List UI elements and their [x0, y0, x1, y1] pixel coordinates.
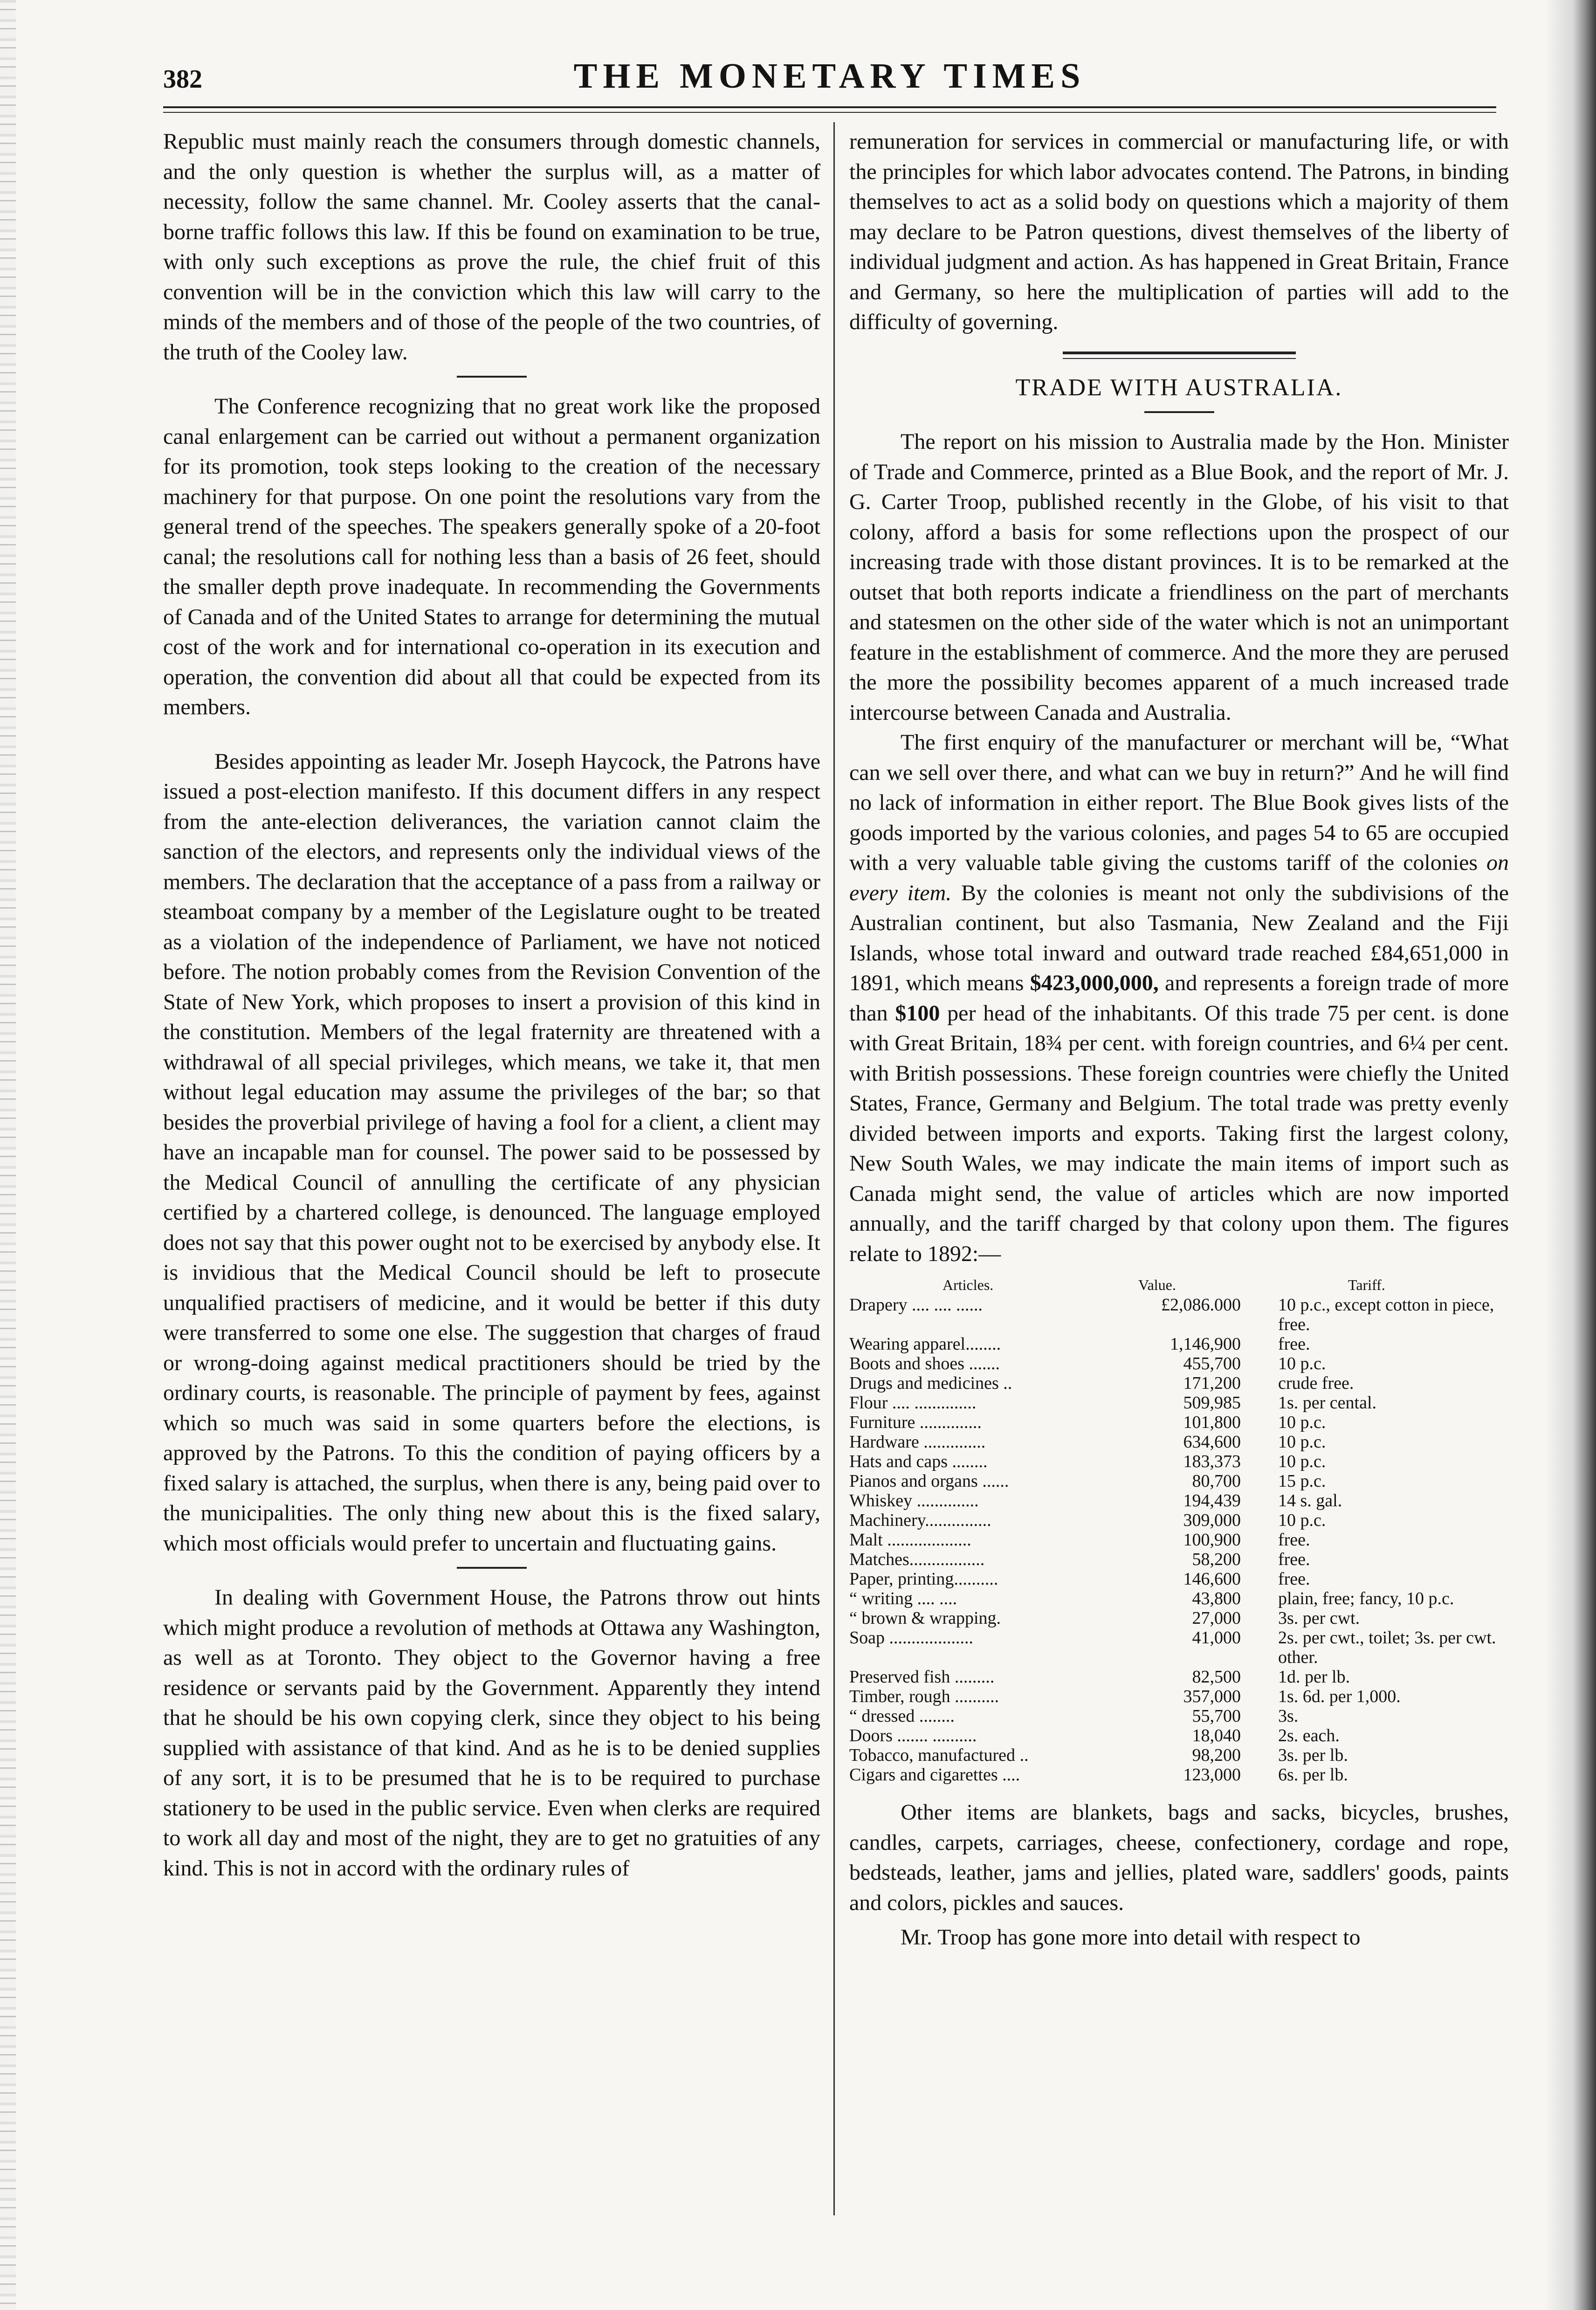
cell-tariff: 14 s. gal.: [1278, 1491, 1342, 1510]
cell-tariff: free.: [1278, 1550, 1310, 1569]
paragraph-first-enquiry: [849, 728, 1509, 1269]
table-body: [849, 1295, 1509, 1785]
cell-value: 55,700: [1192, 1706, 1241, 1726]
cell-value: 123,000: [1183, 1765, 1241, 1785]
cell-tariff: plain, free; fancy, 10 p.c.: [1278, 1589, 1454, 1608]
cell-tariff: free.: [1278, 1530, 1310, 1550]
cell-article: “ dressed ........: [849, 1706, 955, 1726]
enquiry-text-c: and represents a foreign trade of more than: [849, 971, 1509, 1026]
cell-tariff: 3s.: [1278, 1706, 1299, 1726]
enquiry-italic: on every item.: [849, 850, 1509, 905]
paragraph-conference: The Conference recognizing that no great work like the proposed canal enlargement can be carried out without a permanent organization for its promotion, took steps looking to the creation of the necessary machinery for that purpose. On one point the resolutions vary from the general trend of the speeches. The speakers generally spoke of a 20-foot canal; the resolutions call for nothing less than a basis of 26 feet, should the smaller depth prove inadequate. In recommending the Governments of Canada and of the United States to arrange for determining the mutual cost of the work and for international co-operation in its execution and operation, the convention did about all that could be expected from its members.: [163, 394, 820, 719]
table-row: [849, 1334, 1509, 1354]
cell-article: Boots and shoes .......: [849, 1354, 1000, 1373]
table-row: [849, 1667, 1509, 1687]
cell-tariff: 10 p.c., except cotton in piece, free.: [1278, 1295, 1494, 1334]
cell-tariff: 1s. 6d. per 1,000.: [1278, 1687, 1401, 1706]
page-number: 382: [163, 65, 202, 94]
paragraph-government-house: In dealing with Government House, the Patrons throw out hints which might produce a revolution of methods at Ottawa any Washington, as well as at Toronto. They object to the Governor having a free residence or servants paid by the Government. Apparently they intend that he should be his own copying clerk, since they object to his being supplied with assistance of that kind. And as he is to be denied supplies of any sort, it is to be presumed that he is to be required to purchase stationery to be used in the public service. Even when clerks are required to work all day and most of the night, they are to get no gratuities of any kind. This is not in accord with the ordinary rules of: [163, 1585, 820, 1881]
cell-article: Wearing apparel........: [849, 1334, 1001, 1354]
table-row: [849, 1745, 1509, 1765]
table-row: [849, 1726, 1509, 1745]
cell-value: 43,800: [1192, 1589, 1241, 1608]
cell-value: 634,600: [1183, 1432, 1241, 1452]
cell-value: 101,800: [1183, 1413, 1241, 1432]
cell-tariff: 3s. per lb.: [1278, 1745, 1348, 1765]
page-header: [163, 56, 1496, 112]
cell-value: 146,600: [1183, 1569, 1241, 1589]
cell-article: Tobacco, manufactured ..: [849, 1745, 1029, 1765]
cell-value: 183,373: [1183, 1452, 1241, 1471]
section-separator: [457, 1567, 527, 1569]
cell-tariff: 6s. per lb.: [1278, 1765, 1348, 1785]
left-column: [163, 127, 820, 1883]
cell-article: Drugs and medicines ..: [849, 1373, 1012, 1393]
scan-edge-left: [0, 0, 16, 2310]
cell-tariff: 10 p.c.: [1278, 1413, 1326, 1432]
table-row: [849, 1628, 1509, 1667]
table-row: [849, 1550, 1509, 1569]
cell-value: 357,000: [1183, 1687, 1241, 1706]
cell-tariff: free.: [1278, 1334, 1310, 1354]
cell-value: 80,700: [1192, 1471, 1241, 1491]
cell-article: Paper, printing..........: [849, 1569, 998, 1589]
cell-tariff: 10 p.c.: [1278, 1452, 1326, 1471]
table-row: [849, 1530, 1509, 1550]
header-articles: Articles.: [942, 1276, 994, 1293]
cell-article: Soap ...................: [849, 1628, 973, 1648]
cell-article: Drapery .... .... ......: [849, 1295, 983, 1315]
cell-value: 100,900: [1183, 1530, 1241, 1550]
cell-tariff: 3s. per cwt.: [1278, 1608, 1360, 1628]
enquiry-text-a: The first enquiry of the manufacturer or merchant will be, “What can we sell over there, and what can we buy in return?” And he will find no lack of information in either report. The Blue Book gives lists of the goods imported by the various colonies, and pages 54 to 65 are occupied with a very valuable table giving the customs tariff of the colonies: [849, 730, 1509, 875]
cell-value: 18,040: [1192, 1726, 1241, 1745]
cell-value: 194,439: [1183, 1491, 1241, 1510]
title-rule: [1144, 411, 1214, 413]
paragraph-other-items: Other items are blankets, bags and sacks, bicycles, brushes, candles, carpets, carriages, cheese, confectionery, cordage and rope, bedsteads, leather, jams and jellies, plated ware, saddlers' goods, paints and colors, pickles and sauces.: [849, 1800, 1509, 1915]
paragraph-troop: Mr. Troop has gone more into detail with respect to: [901, 1925, 1361, 1950]
cell-article: Matches.................: [849, 1550, 985, 1569]
cell-value: 455,700: [1183, 1354, 1241, 1373]
cell-tariff: free.: [1278, 1569, 1310, 1589]
cell-article: Timber, rough ..........: [849, 1687, 999, 1706]
article-title: TRADE WITH AUSTRALIA.: [1015, 374, 1343, 401]
section-separator: [457, 376, 527, 378]
import-tariff-table: [849, 1275, 1509, 1785]
paragraph-patrons-manifesto: Besides appointing as leader Mr. Joseph Haycock, the Patrons have issued a post-election manifesto. If this document differs in any respect from the ante-election deliverances, the variation cannot claim the sanction of the electors, and represents only the individual views of the members. The declaration that the acceptance of a pass from a railway or steamboat company by a member of the Legislature ought to be treated as a violation of the independence of Parliament, we have not noticed before. The notion probably comes from the Revision Convention of the State of New York, which proposes to insert a provision of this kind in the constitution. Members of the legal fraternity are threatened with a withdrawal of all special privileges, which means, we take it, that men without legal education may assume the privileges of the bar; so that besides the proverbial privilege of having a fool for a client, a client may have an incapable man for counsel. The power said to be possessed by the Medical Council of annulling the certificate of any physician certified by a chartered college, is denounced. The language employed does not say that this power ought not to be exercised by anybody else. It is invidious that the Medical Council should be left to prosecute unqualified practisers of medicine, and it would be better if this duty were transferred to some one else. The suggestion that charges of fraud or wrong-doing against medical practitioners should be tried by the ordinary courts, is reasonable. The principle of payment by fees, against which so much was said in some quarters before the elections, is approved by the Patrons. To this the condition of paying officers by a fixed salary is attached, the surplus, when there is any, being paid over to the municipalities. The only thing new about this is the fixed salary, which most officials would prefer to uncertain and fluctuating gains.: [163, 749, 820, 1556]
table-row: [849, 1569, 1509, 1589]
cell-value: 309,000: [1183, 1510, 1241, 1530]
paragraph-remuneration: remuneration for services in commercial or manufacturing life, or with the principles for which labor advocates contend. The Patrons, in binding themselves to act as a solid body on questions which a majority of them may declare to be Patron questions, divest themselves of the liberty of individual judgment and action. As has happened in Great Britain, France and Germany, so here the multiplication of parties will add to the difficulty of governing.: [849, 129, 1509, 334]
table-row: [849, 1373, 1509, 1393]
enquiry-text-d: per head of the inhabitants. Of this trade 75 per cent. is done with Great Britain, 18¾ per cent. with foreign countries, and 6¼ per cent. with British possessions. These foreign countries were chiefly the United States, France, Germany and Belgium. The total trade was pretty evenly divided between imports and exports. Taking first the largest colony, New South Wales, we may indicate the main items of import such as Canada might send, the value of articles which are now imported annually, and the tariff charged by that colony upon them. The figures relate to 1892:—: [849, 1000, 1509, 1266]
table-row: [849, 1687, 1509, 1706]
cell-tariff: crude free.: [1278, 1373, 1354, 1393]
cell-value: 58,200: [1192, 1550, 1241, 1569]
table-row: [849, 1413, 1509, 1432]
cell-article: Whiskey ..............: [849, 1491, 979, 1510]
enquiry-bold-total: $423,000,000,: [1030, 971, 1159, 995]
scan-edge-right: [1545, 0, 1596, 2310]
cell-tariff: 1s. per cental.: [1278, 1393, 1377, 1413]
cell-article: Cigars and cigarettes ....: [849, 1765, 1020, 1785]
column-divider: [833, 122, 835, 2215]
table-row: [849, 1354, 1509, 1373]
cell-value: £2,086.000: [1161, 1295, 1241, 1315]
paragraph-canal-law: Republic must mainly reach the consumers through domestic channels, and the only question is whether the surplus will, as a matter of necessity, follow the same channel. Mr. Cooley asserts that the canal-borne traffic follows this law. If this be found on examination to be true, with only such exceptions as prove the rule, the chief fruit of this convention will be in the conviction which this law will carry to the minds of the members and of those of the people of the two countries, of the truth of the Cooley law.: [163, 129, 820, 365]
header-value: Value.: [1138, 1276, 1176, 1293]
table-row: [849, 1706, 1509, 1726]
header-tariff: Tariff.: [1348, 1276, 1385, 1293]
cell-tariff: 15 p.c.: [1278, 1471, 1326, 1491]
table-row: [849, 1765, 1509, 1785]
cell-article: Furniture ..............: [849, 1413, 982, 1432]
cell-value: 41,000: [1192, 1628, 1241, 1648]
table-row: [849, 1608, 1509, 1628]
article-separator: [1063, 352, 1296, 359]
cell-value: 98,200: [1192, 1745, 1241, 1765]
cell-tariff: 1d. per lb.: [1278, 1667, 1350, 1687]
table-row: [849, 1432, 1509, 1452]
table-row: [849, 1452, 1509, 1471]
cell-tariff: 2s. each.: [1278, 1726, 1340, 1745]
table-row: [849, 1510, 1509, 1530]
table-header-row: [849, 1275, 1509, 1295]
cell-value: 171,200: [1183, 1373, 1241, 1393]
cell-article: Preserved fish .........: [849, 1667, 995, 1687]
cell-article: Machinery...............: [849, 1510, 991, 1530]
header-rule: [163, 106, 1496, 113]
cell-value: 509,985: [1183, 1393, 1241, 1413]
cell-value: 27,000: [1192, 1608, 1241, 1628]
right-column: [849, 127, 1509, 1953]
cell-article: “ brown & wrapping.: [849, 1608, 1001, 1628]
cell-article: “ writing .... ....: [849, 1589, 957, 1608]
cell-value: 1,146,900: [1170, 1334, 1241, 1354]
cell-article: Hats and caps ........: [849, 1452, 988, 1471]
cell-article: Hardware ..............: [849, 1432, 986, 1452]
cell-tariff: 10 p.c.: [1278, 1354, 1326, 1373]
masthead: THE MONETARY TIMES: [573, 56, 1086, 96]
enquiry-text-b: By the colonies is meant not only the subdivisions of the Australian continent, but also Tasmania, New Zealand and the Fiji Islands, whose total inward and outward trade reached £84,651,000 in 1891, which means: [849, 880, 1509, 995]
table-row: [849, 1491, 1509, 1510]
cell-tariff: 10 p.c.: [1278, 1510, 1326, 1530]
cell-article: Malt ...................: [849, 1530, 971, 1550]
cell-tariff: 10 p.c.: [1278, 1432, 1326, 1452]
table-row: [849, 1471, 1509, 1491]
cell-article: Pianos and organs ......: [849, 1471, 1009, 1491]
cell-article: Flour .... ..............: [849, 1393, 977, 1413]
cell-value: 82,500: [1192, 1667, 1241, 1687]
cell-article: Doors ....... ..........: [849, 1726, 977, 1745]
paragraph-report: The report on his mission to Australia made by the Hon. Minister of Trade and Commerce, printed as a Blue Book, and the report of Mr. J. G. Carter Troop, published recently in the Globe, of his visit to that colony, afford a basis for some reflections upon the prospect of our increasing trade with those distant provinces. It is to be remarked at the outset that both reports indicate a friendliness on the part of merchants and statesmen on the other side of the water which is not an unimportant feature in the establishment of commerce. And the more they are perused the more the possibility becomes apparent of a much increased trade intercourse between Canada and Australia.: [849, 429, 1509, 725]
table-row: [849, 1589, 1509, 1608]
enquiry-bold-per-head: $100: [895, 1000, 940, 1026]
table-row: [849, 1295, 1509, 1334]
table-row: [849, 1393, 1509, 1413]
cell-tariff: 2s. per cwt., toilet; 3s. per cwt. other.: [1278, 1628, 1496, 1667]
